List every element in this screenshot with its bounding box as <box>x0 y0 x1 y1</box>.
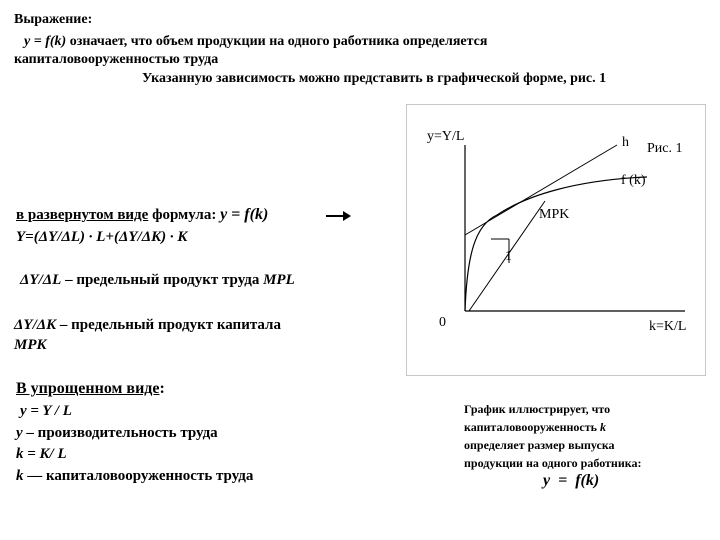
origin-label: 0 <box>439 315 446 330</box>
note-formula: y = f(k) <box>543 472 600 489</box>
header-line-2: капиталовооруженностью труда <box>14 52 219 67</box>
h-label: h <box>622 135 629 150</box>
expanded-equation: Y=(ΔY/ΔL) · L+(ΔY/ΔK) · K <box>16 229 188 245</box>
header-line-1 <box>24 34 487 50</box>
simplified-title: В упрощенном виде <box>16 380 160 397</box>
expanded-formula-line <box>16 206 268 224</box>
expanded-prefix: в развернутом виде <box>16 207 149 223</box>
figure-label: Рис. 1 <box>647 141 683 156</box>
note-line-2-text: капиталовооруженность <box>464 420 601 434</box>
mpk-text: – предельный продукт капитала <box>56 317 281 333</box>
simplified-line-4 <box>16 468 253 485</box>
expanded-mid: формула: <box>148 207 221 223</box>
note-line-1: График иллюстрирует, что <box>464 402 611 416</box>
simplified-formula-1: y = Y / L <box>20 403 72 419</box>
arrow-right-icon <box>326 210 352 222</box>
mpk-label: MPK <box>539 207 570 222</box>
simplified-line-2 <box>16 425 218 442</box>
header-title: Выражение: <box>14 12 93 27</box>
curve-label: f (k) <box>621 173 646 188</box>
one-label: 1 <box>505 249 512 264</box>
mpl-abbr: MPL <box>263 272 295 288</box>
production-curve <box>465 177 647 311</box>
x-axis-label: k=K/L <box>649 319 687 334</box>
mpk-abbr: MPK <box>14 337 47 353</box>
mpk-symbol: ΔY/ΔK <box>14 317 57 333</box>
simplified-colon: : <box>159 380 165 397</box>
note-line-3: определяет размер выпуска <box>464 438 615 452</box>
header-line-3: Указанную зависимость можно представить в графической форме, рис. 1 <box>142 71 607 86</box>
simplified-y-symbol: y <box>16 425 23 441</box>
simplified-heading <box>16 380 165 398</box>
header-formula: y = f(k) <box>24 34 67 49</box>
header-line-1-text: означает, что объем продукции на одного работника определяется <box>66 34 488 49</box>
note-line-2 <box>464 418 606 436</box>
y-axis-label: y=Y/L <box>427 129 465 144</box>
mpl-symbol: ΔY/ΔL <box>20 272 62 288</box>
simplified-y-text: – производительность труда <box>22 425 218 441</box>
simplified-k-symbol: k <box>16 468 24 484</box>
mpl-text: – предельный продукт труда <box>61 272 264 288</box>
note-line-4: продукции на одного работника: <box>464 456 642 470</box>
mpl-line <box>20 272 295 289</box>
note-k-symbol: k <box>600 420 607 434</box>
simplified-k-text: — капиталовооруженность труда <box>23 468 254 484</box>
simplified-formula-3: k = K/ L <box>16 446 67 462</box>
mpk-line <box>14 317 281 334</box>
expanded-formula: y = f(k) <box>220 206 269 223</box>
production-function-figure <box>406 104 706 376</box>
